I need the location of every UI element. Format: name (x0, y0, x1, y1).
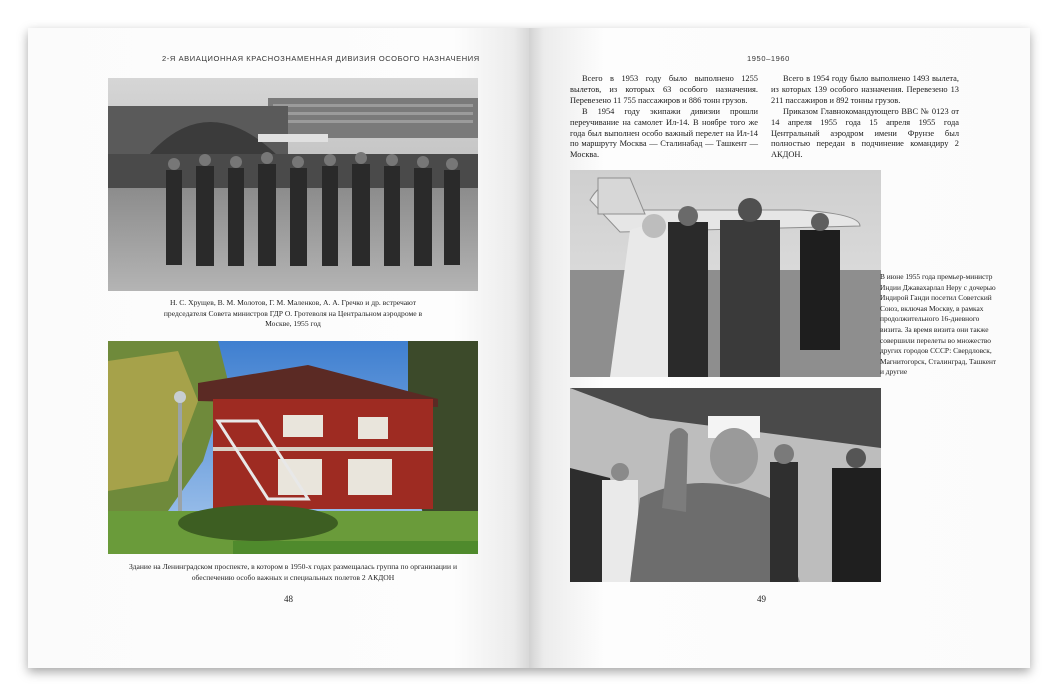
right-page-number: 49 (757, 594, 766, 604)
book-spread (28, 28, 1030, 668)
photo-building-leningradsky (108, 341, 478, 554)
text-paragraph: В 1954 году экипажи дивизии прошли переучивание на самолет Ил-14. В ноябре того же года был выполнен особо важный перелет на Ил-14 по маршруту Москва — Сталинабад — Ташкент — Москва. (570, 106, 758, 160)
photo-nehru-handshake (570, 170, 881, 377)
text-paragraph: Всего в 1953 году было выполнено 1255 вылетов, из которых 63 особого назначения. Перевезено 11 755 пассажиров и 886 тонн грузов. (570, 74, 758, 105)
text-paragraph: Приказом Главнокомандующего ВВС № 0123 от 14 апреля 1955 года 15 апреля 1955 года Центральный аэродром имени Фрунзе был полностью передан в подчинение командиру 2 АКДОН. (771, 106, 959, 160)
right-page (529, 28, 1030, 668)
text-column-1 (570, 74, 758, 161)
text-paragraph: Всего в 1954 году было выполнено 1493 вылета, из которых 139 особого назначения. Перевезено 13 211 пассажиров и 892 тонны грузов. (771, 74, 959, 105)
photo-airfield-welcome (108, 78, 478, 291)
photo-nehru-waving (570, 388, 881, 582)
left-page (28, 28, 529, 668)
photo-airfield-caption: Н. С. Хрущев, В. М. Молотов, Г. М. Маленков, А. А. Гречко и др. встречают председателя Совета министров ГДР О. Гротеволя на Центральном аэродроме в Москве, 1955 год (163, 298, 423, 328)
text-column-2 (771, 74, 959, 161)
left-page-number: 48 (284, 594, 293, 604)
photo-building-caption: Здание на Ленинградском проспекте, в котором в 1950-х годах размещалась группа по организации и обеспечению особо важных и специальных полетов 2 АКДОН (128, 562, 458, 582)
left-running-head: 2-Я АВИАЦИОННАЯ КРАСНОЗНАМЕННАЯ ДИВИЗИЯ ОСОБОГО НАЗНАЧЕНИЯ (162, 54, 480, 63)
nehru-visit-caption: В июне 1955 года премьер-министр Индии Джавахарлал Неру с дочерью Индирой Ганди посетил Советский Союз, включая Москву, в рамках продолжительного 16-дневного визита. За время визита они также совершили перелеты во множество других городов СССР: Свердловск, Магнитогорск, Сталинград, Ташкент и другие (880, 272, 997, 377)
right-running-head: 1950–1960 (747, 54, 790, 63)
